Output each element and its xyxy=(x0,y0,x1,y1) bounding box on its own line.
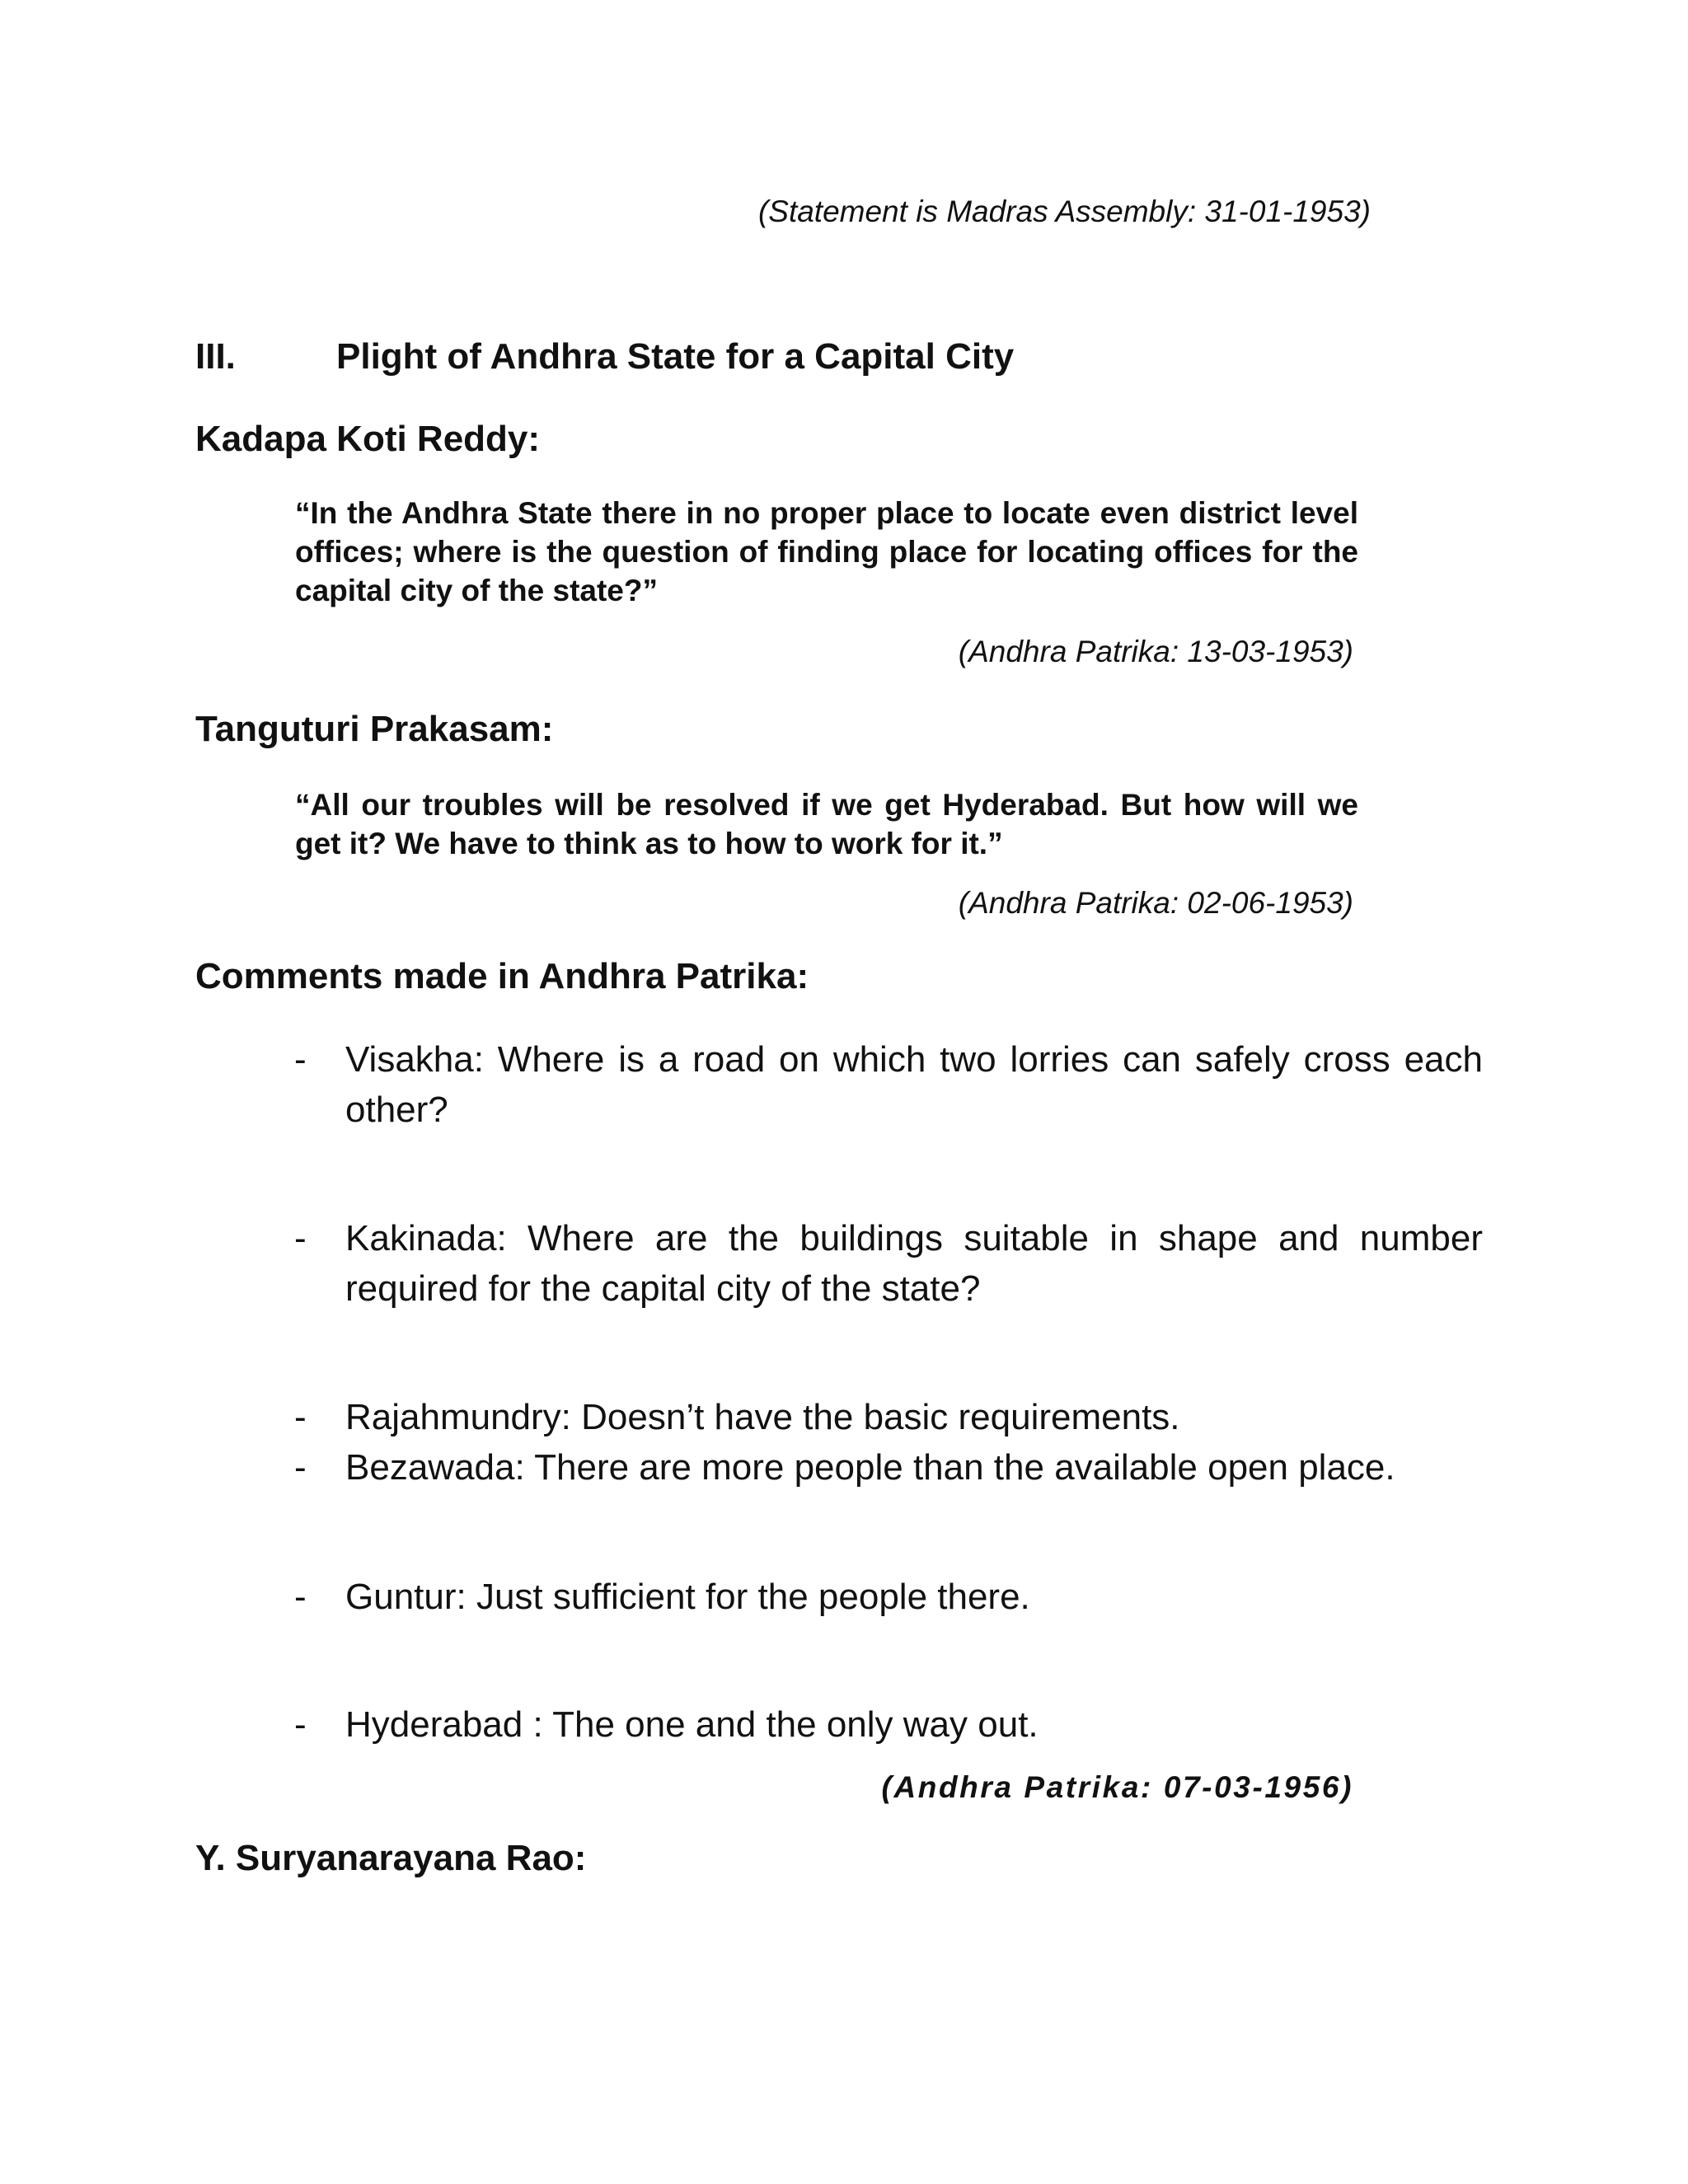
section-title: Plight of Andhra State for a Capital City xyxy=(336,336,1015,377)
list-item-text: Guntur: Just sufficient for the people there. xyxy=(345,1577,1030,1617)
list-item xyxy=(294,1213,1483,1314)
list-bullet: - xyxy=(294,1704,307,1745)
list-bullet: - xyxy=(294,1577,307,1617)
list-bullet: - xyxy=(294,1039,307,1080)
list-bullet: - xyxy=(294,1218,307,1258)
list-item-text: Kakinada: Where are the buildings suitable in shape and number required for the capital city of the state? xyxy=(345,1218,1483,1309)
list-item xyxy=(294,1392,1483,1442)
list-bullet: - xyxy=(294,1397,307,1437)
quote-text: “In the Andhra State there in no proper place to locate even district level offices; where is the question of finding place for locating offices for the capital city of the state?” xyxy=(295,496,1358,607)
list-item-text: Hyderabad : The one and the only way out. xyxy=(345,1704,1039,1745)
comments-heading: Comments made in Andhra Patrika: xyxy=(195,956,809,996)
quote-citation: (Andhra Patrika: 02-06-1953) xyxy=(958,886,1353,920)
list-bullet: - xyxy=(294,1447,307,1488)
list-item xyxy=(294,1034,1483,1135)
quote-text: “All our troubles will be resolved if we get Hyderabad. But how will we get it? We have to think as to how to work for it.” xyxy=(295,788,1358,860)
speaker-heading: Kadapa Koti Reddy: xyxy=(195,419,541,459)
quote-citation: (Andhra Patrika: 13-03-1953) xyxy=(958,635,1353,668)
header-citation: (Statement is Madras Assembly: 31-01-1953) xyxy=(757,194,1371,228)
list-item-text: Bezawada: There are more people than the available open place. xyxy=(345,1447,1395,1488)
list-item xyxy=(294,1442,1483,1493)
comments-citation: (Andhra Patrika: 07-03-1956) xyxy=(881,1770,1353,1804)
list-item xyxy=(294,1572,1483,1622)
speaker-heading: Y. Suryanarayana Rao: xyxy=(195,1838,587,1878)
list-item xyxy=(294,1699,1483,1750)
list-item-text: Rajahmundry: Doesn’t have the basic requirements. xyxy=(345,1397,1180,1437)
speaker-heading: Tanguturi Prakasam: xyxy=(195,709,554,749)
list-item-text: Visakha: Where is a road on which two lorries can safely cross each other? xyxy=(345,1039,1483,1130)
section-number: III. xyxy=(195,336,236,377)
